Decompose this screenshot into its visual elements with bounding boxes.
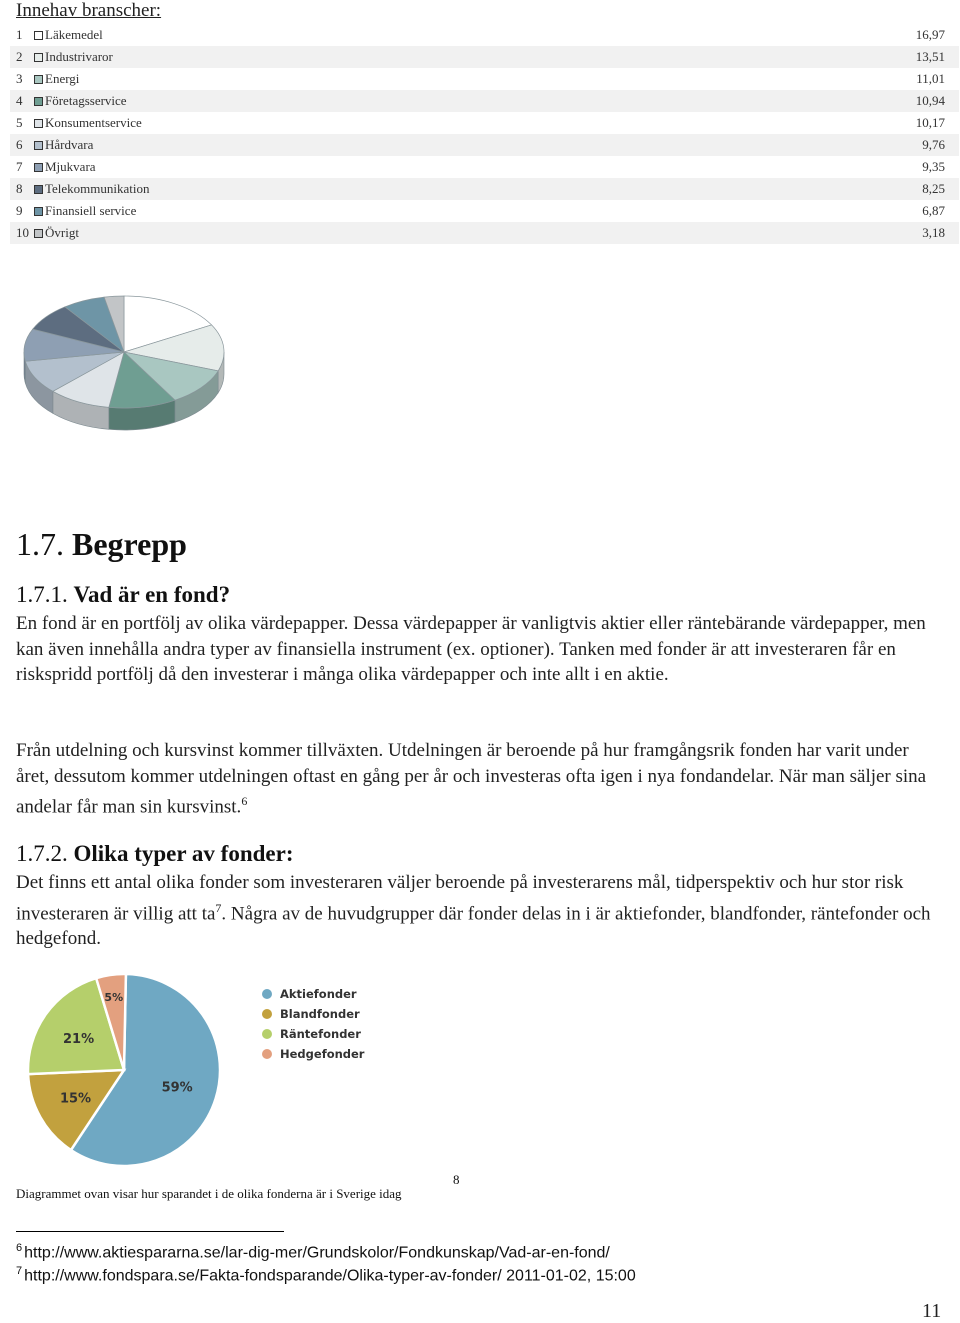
holdings-row-value: 9,35 bbox=[922, 159, 945, 174]
holdings-color-swatch bbox=[34, 97, 43, 106]
holdings-row-value: 10,17 bbox=[915, 115, 945, 130]
holdings-row-value: 6,87 bbox=[922, 203, 945, 218]
pie-data-label: 15% bbox=[59, 1091, 92, 1107]
holdings-row-value: 16,97 bbox=[915, 27, 945, 42]
subsection-1-number: 1.7.1. bbox=[16, 582, 68, 607]
paragraph-fund-types bbox=[16, 870, 946, 952]
holdings-row-number: 10 bbox=[16, 225, 29, 240]
holdings-row bbox=[10, 178, 959, 200]
industry-pie-chart bbox=[14, 290, 234, 440]
footnote-7 bbox=[16, 1265, 636, 1285]
holdings-color-swatch bbox=[34, 119, 43, 128]
holdings-color-swatch bbox=[34, 207, 43, 216]
holdings-row bbox=[10, 200, 959, 222]
legend-dot bbox=[262, 1029, 272, 1039]
legend-dot bbox=[262, 989, 272, 999]
holdings-row bbox=[10, 112, 959, 134]
pie-data-label: 21% bbox=[63, 1031, 95, 1047]
subsection-heading-2 bbox=[16, 841, 293, 867]
holdings-title: Innehav branscher: bbox=[16, 0, 162, 21]
holdings-row-label: Telekommunikation bbox=[45, 181, 150, 196]
holdings-row-number: 4 bbox=[16, 93, 23, 108]
paragraph-fund-definition: En fond är en portfölj av olika värdepapper. Dessa värdepapper är vanligtvis aktier eller räntebärande värdepapper, men kan även innehålla andra typer av finansiella instrument (ex. optioner). Tanken med fonder är att investeraren får en riskspridd portfölj då den investerar i många olika värdepapper och inte allt i en aktie. bbox=[16, 613, 926, 685]
holdings-row-number: 2 bbox=[16, 49, 23, 64]
legend-label: Blandfonder bbox=[280, 1007, 360, 1021]
holdings-row-label: Övrigt bbox=[45, 225, 79, 240]
paragraph-growth bbox=[16, 738, 946, 820]
holdings-color-swatch bbox=[34, 141, 43, 150]
holdings-row bbox=[10, 24, 959, 46]
holdings-row-value: 9,76 bbox=[922, 137, 945, 152]
pie-data-label: 59% bbox=[161, 1080, 193, 1096]
page-number: 11 bbox=[922, 1300, 942, 1322]
subsection-1-title: Vad är en fond? bbox=[73, 582, 231, 607]
holdings-row-label: Energi bbox=[45, 71, 80, 86]
holdings-row-number: 7 bbox=[16, 159, 23, 174]
legend-item bbox=[262, 984, 364, 1004]
footnote-6 bbox=[16, 1242, 610, 1262]
holdings-row-value: 11,01 bbox=[916, 71, 945, 86]
holdings-row-value: 3,18 bbox=[922, 225, 945, 240]
holdings-row-number: 6 bbox=[16, 137, 23, 152]
paragraph-fund-types-text-a: Det finns ett antal olika fonder som investeraren väljer beroende på investerarens mål, tidperspektiv och hur stor risk investeraren är villig att ta bbox=[16, 872, 904, 924]
legend-item bbox=[262, 1004, 364, 1024]
footnote-7-link[interactable]: http://www.fondspara.se/Fakta-fondsparande/Olika-typer-av-fonder/ 2011-01-02, 15:00 bbox=[24, 1267, 636, 1285]
section-heading-number: 1.7. bbox=[16, 526, 64, 562]
legend-label: Aktiefonder bbox=[280, 987, 357, 1001]
footnote-6-number: 6 bbox=[16, 1242, 23, 1254]
legend-dot bbox=[262, 1049, 272, 1059]
holdings-row bbox=[10, 134, 959, 156]
fund-type-pie-chart bbox=[16, 970, 236, 1180]
holdings-color-swatch bbox=[34, 53, 43, 62]
section-heading bbox=[16, 526, 187, 563]
holdings-row-value: 8,25 bbox=[922, 181, 945, 196]
holdings-row-value: 10,94 bbox=[915, 93, 945, 108]
pie-data-label: 5% bbox=[104, 990, 124, 1004]
holdings-color-swatch bbox=[34, 229, 43, 238]
chart-caption: Diagrammet ovan visar hur sparandet i de olika fonderna är i Sverige idag bbox=[16, 1186, 402, 1201]
holdings-row-label: Hårdvara bbox=[45, 137, 94, 152]
holdings-row-label: Läkemedel bbox=[45, 27, 103, 42]
holdings-row bbox=[10, 156, 959, 178]
footnote-ref-8: 8 bbox=[453, 1172, 460, 1187]
footnote-ref-6: 6 bbox=[241, 794, 248, 808]
holdings-row bbox=[10, 68, 959, 90]
holdings-row-number: 1 bbox=[16, 27, 23, 42]
holdings-table bbox=[10, 24, 959, 244]
holdings-row-label: Finansiell service bbox=[45, 203, 137, 218]
holdings-row-label: Industrivaror bbox=[45, 49, 113, 64]
holdings-row bbox=[10, 90, 959, 112]
holdings-row-number: 9 bbox=[16, 203, 23, 218]
legend-dot bbox=[262, 1009, 272, 1019]
holdings-color-swatch bbox=[34, 31, 43, 40]
holdings-color-swatch bbox=[34, 163, 43, 172]
subsection-heading-1 bbox=[16, 582, 230, 608]
section-heading-title: Begrepp bbox=[72, 526, 187, 562]
legend-item bbox=[262, 1024, 364, 1044]
holdings-color-swatch bbox=[34, 75, 43, 84]
holdings-row-number: 3 bbox=[16, 71, 23, 86]
footnote-6-link[interactable]: http://www.aktiespararna.se/lar-dig-mer/Grundskolor/Fondkunskap/Vad-ar-en-fond/ bbox=[24, 1244, 610, 1262]
legend-label: Hedgefonder bbox=[280, 1047, 365, 1061]
holdings-row-number: 5 bbox=[16, 115, 23, 130]
subsection-2-title: Olika typer av fonder: bbox=[73, 841, 294, 866]
legend-label: Räntefonder bbox=[280, 1027, 361, 1041]
fund-type-legend bbox=[262, 984, 364, 1064]
holdings-row bbox=[10, 46, 959, 68]
paragraph-growth-text: Från utdelning och kursvinst kommer tillväxten. Utdelningen är beroende på hur framgångsrik fonden har varit under året, dessutom kommer utdelningen oftast en gång per år och investeras ofta igen i nya fondandelar. När man säljer sina andelar får man sin kursvinst. bbox=[16, 740, 927, 818]
holdings-color-swatch bbox=[34, 185, 43, 194]
footnote-7-number: 7 bbox=[16, 1265, 23, 1277]
subsection-2-number: 1.7.2. bbox=[16, 841, 68, 866]
holdings-row-value: 13,51 bbox=[915, 49, 945, 64]
holdings-row-number: 8 bbox=[16, 181, 23, 196]
holdings-row-label: Mjukvara bbox=[45, 159, 96, 174]
footnote-divider bbox=[16, 1231, 284, 1232]
holdings-row-label: Företagsservice bbox=[45, 93, 127, 108]
legend-item bbox=[262, 1044, 364, 1064]
holdings-row bbox=[10, 222, 959, 244]
paragraph-fund-types-text-b: . Några av de huvudgrupper där fonder delas in i är aktiefonder, blandfonder, räntefonder och hedgefond. bbox=[16, 902, 931, 950]
footnote-ref-7: 7 bbox=[215, 900, 222, 915]
holdings-row-label: Konsumentservice bbox=[45, 115, 142, 130]
